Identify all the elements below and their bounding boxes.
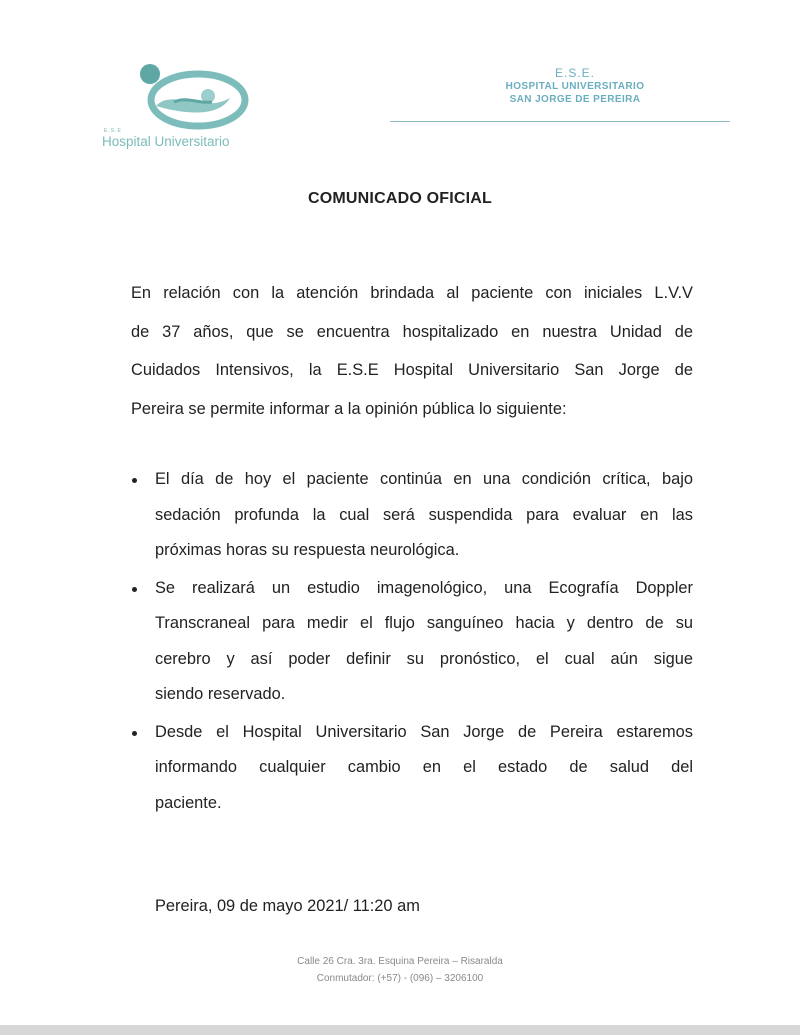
hospital-logo-icon xyxy=(132,62,250,130)
bullet-line: paciente. xyxy=(155,793,222,812)
bullet-dot-icon xyxy=(132,587,137,592)
bullet-line: informando cualquier cambio en el estado de salud del xyxy=(155,758,693,776)
intro-line: Pereira se permite informar a la opinión pública lo siguiente: xyxy=(131,399,567,418)
intro-line: En relación con la atención brindada al paciente con iniciales L.V.V xyxy=(131,284,693,302)
bullet-line: Se realizará un estudio imagenológico, una Ecografía Doppler xyxy=(155,578,693,597)
document-title: COMUNICADO OFICIAL xyxy=(307,190,493,207)
header-divider xyxy=(390,121,730,122)
org-name-line1: HOSPITAL UNIVERSITARIO xyxy=(505,81,645,92)
intro-paragraph xyxy=(131,274,693,428)
footer-address: Calle 26 Cra. 3ra. Esquina Pereira – Risaralda xyxy=(297,956,503,967)
bullet-line: Desde el Hospital Universitario San Jorge de Pereira estaremos xyxy=(155,722,693,741)
bullet-line: próximas horas su respuesta neurológica. xyxy=(155,541,460,559)
intro-line: de 37 años, que se encuentra hospitalizado en nuestra Unidad de xyxy=(131,322,693,341)
footer-phone: Conmutador: (+57) - (096) – 3206100 xyxy=(316,973,484,984)
page-footer xyxy=(0,953,800,987)
hospital-logo xyxy=(100,62,280,157)
bullet-line: siendo reservado. xyxy=(155,685,286,703)
org-header xyxy=(470,66,680,106)
org-ese: E.S.E. xyxy=(554,66,595,80)
bullet-line: El día de hoy el paciente continúa en una condición crítica, bajo xyxy=(155,470,693,488)
bullet-line: cerebro y así poder definir su pronóstico, el cual aún sigue xyxy=(155,649,693,668)
date-line: Pereira, 09 de mayo 2021/ 11:20 am xyxy=(155,897,420,915)
list-item xyxy=(131,715,693,822)
org-name-line2: SAN JORGE DE PEREIRA xyxy=(509,94,641,105)
bullet-line: sedación profunda la cual será suspendida para evaluar en las xyxy=(155,505,693,524)
bullet-dot-icon xyxy=(132,731,137,736)
list-item xyxy=(131,571,693,713)
list-item xyxy=(131,462,693,569)
logo-ese-label: E.S.E xyxy=(104,128,122,134)
bullet-dot-icon xyxy=(132,478,137,483)
logo-wordmark: Hospital Universitario xyxy=(102,134,230,149)
bullet-line: Transcraneal para medir el flujo sanguíneo hacia y dentro de su xyxy=(155,614,693,632)
intro-line: Cuidados Intensivos, la E.S.E Hospital Universitario San Jorge de xyxy=(131,361,693,379)
bullet-list xyxy=(131,462,693,823)
bottom-strip xyxy=(0,1025,800,1035)
